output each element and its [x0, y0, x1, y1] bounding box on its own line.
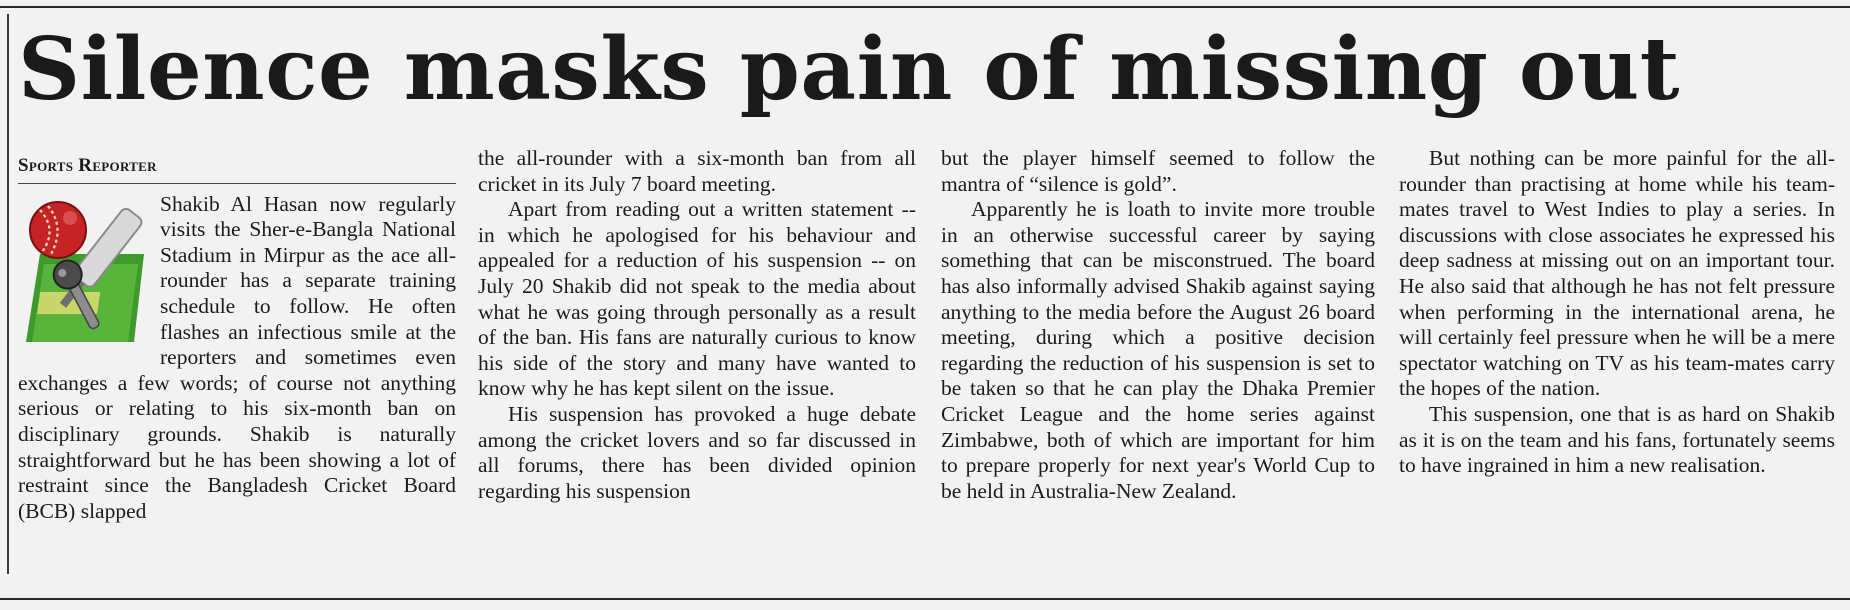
cricket-logo-icon [18, 194, 146, 344]
cricket-ball-and-microphone-logo [18, 194, 146, 344]
article-column-3 [941, 146, 1375, 504]
column-2-paragraph-3: His suspension has provoked a huge debate among the cricket lovers and so far discussed in all forums, there has been divided opinion regarding his suspension [478, 401, 916, 503]
bottom-rule [0, 598, 1850, 600]
column-2-paragraph-2: Apart from reading out a written statement -- in which he apologised for his behaviour and appealed for a reduction of his suspension -- on July 20 Shakib did not speak to the media about what he was going through personally as a result of the ban. His fans are naturally curious to know his side of the story and many have wanted to know why he has kept silent on the issue. [478, 197, 916, 401]
column-3-paragraph-2: Apparently he is loath to invite more trouble in an otherwise successful career by saying something that can be misconstrued. The board has also informally advised Shakib against saying anything to the media before the August 26 board meeting, during which a positive decision regarding the reduction of his suspension is set to be taken so that he can play the Dhaka Premier Cricket League and the home series against Zimbabwe, both of which are important for him to prepare properly for next year's World Cup to be held in Australia-New Zealand. [941, 197, 1375, 503]
column-1-paragraph-1: Shakib Al Hasan now regularly visits the Sher-e-Bangla National Stadium in Mirpur as the ace all-rounder has a separate training schedule to follow. He often flashes an infectious smile at the reporters and sometimes even exchanges a few words; of course not anything serious or relating to his six-month ban on disciplinary grounds. Shakib is naturally straightforward but he has been showing a lot of restraint since the Bangladesh Cricket Board (BCB) slapped [18, 191, 456, 523]
article-column-4 [1399, 146, 1835, 479]
headline: Silence masks pain of missing out [18, 19, 1680, 120]
column-3-paragraph-1: but the player himself seemed to follow the mantra of “silence is gold”. [941, 146, 1375, 196]
left-rule [7, 14, 9, 574]
byline: Sports Reporter [18, 153, 456, 184]
column-2-paragraph-1: the all-rounder with a six-month ban from all cricket in its July 7 board meeting. [478, 146, 916, 196]
column-4-paragraph-1: But nothing can be more painful for the all-rounder than practising at home while his team-mates travel to West Indies to play a series. In discussions with close associates he expressed his deep sadness at missing out on an important tour. He also said that although he has not felt pressure when performing in the international arena, he will certainly feel pressure when he will be a mere spectator watching on TV as his team-mates carry the hopes of the nation. [1399, 146, 1835, 401]
article-column-1 [18, 153, 456, 524]
top-rule [0, 6, 1850, 8]
article-column-2 [478, 146, 916, 504]
column-4-paragraph-2: This suspension, one that is as hard on Shakib as it is on the team and his fans, fortunately seems to have ingrained in him a new realisation. [1399, 401, 1835, 478]
